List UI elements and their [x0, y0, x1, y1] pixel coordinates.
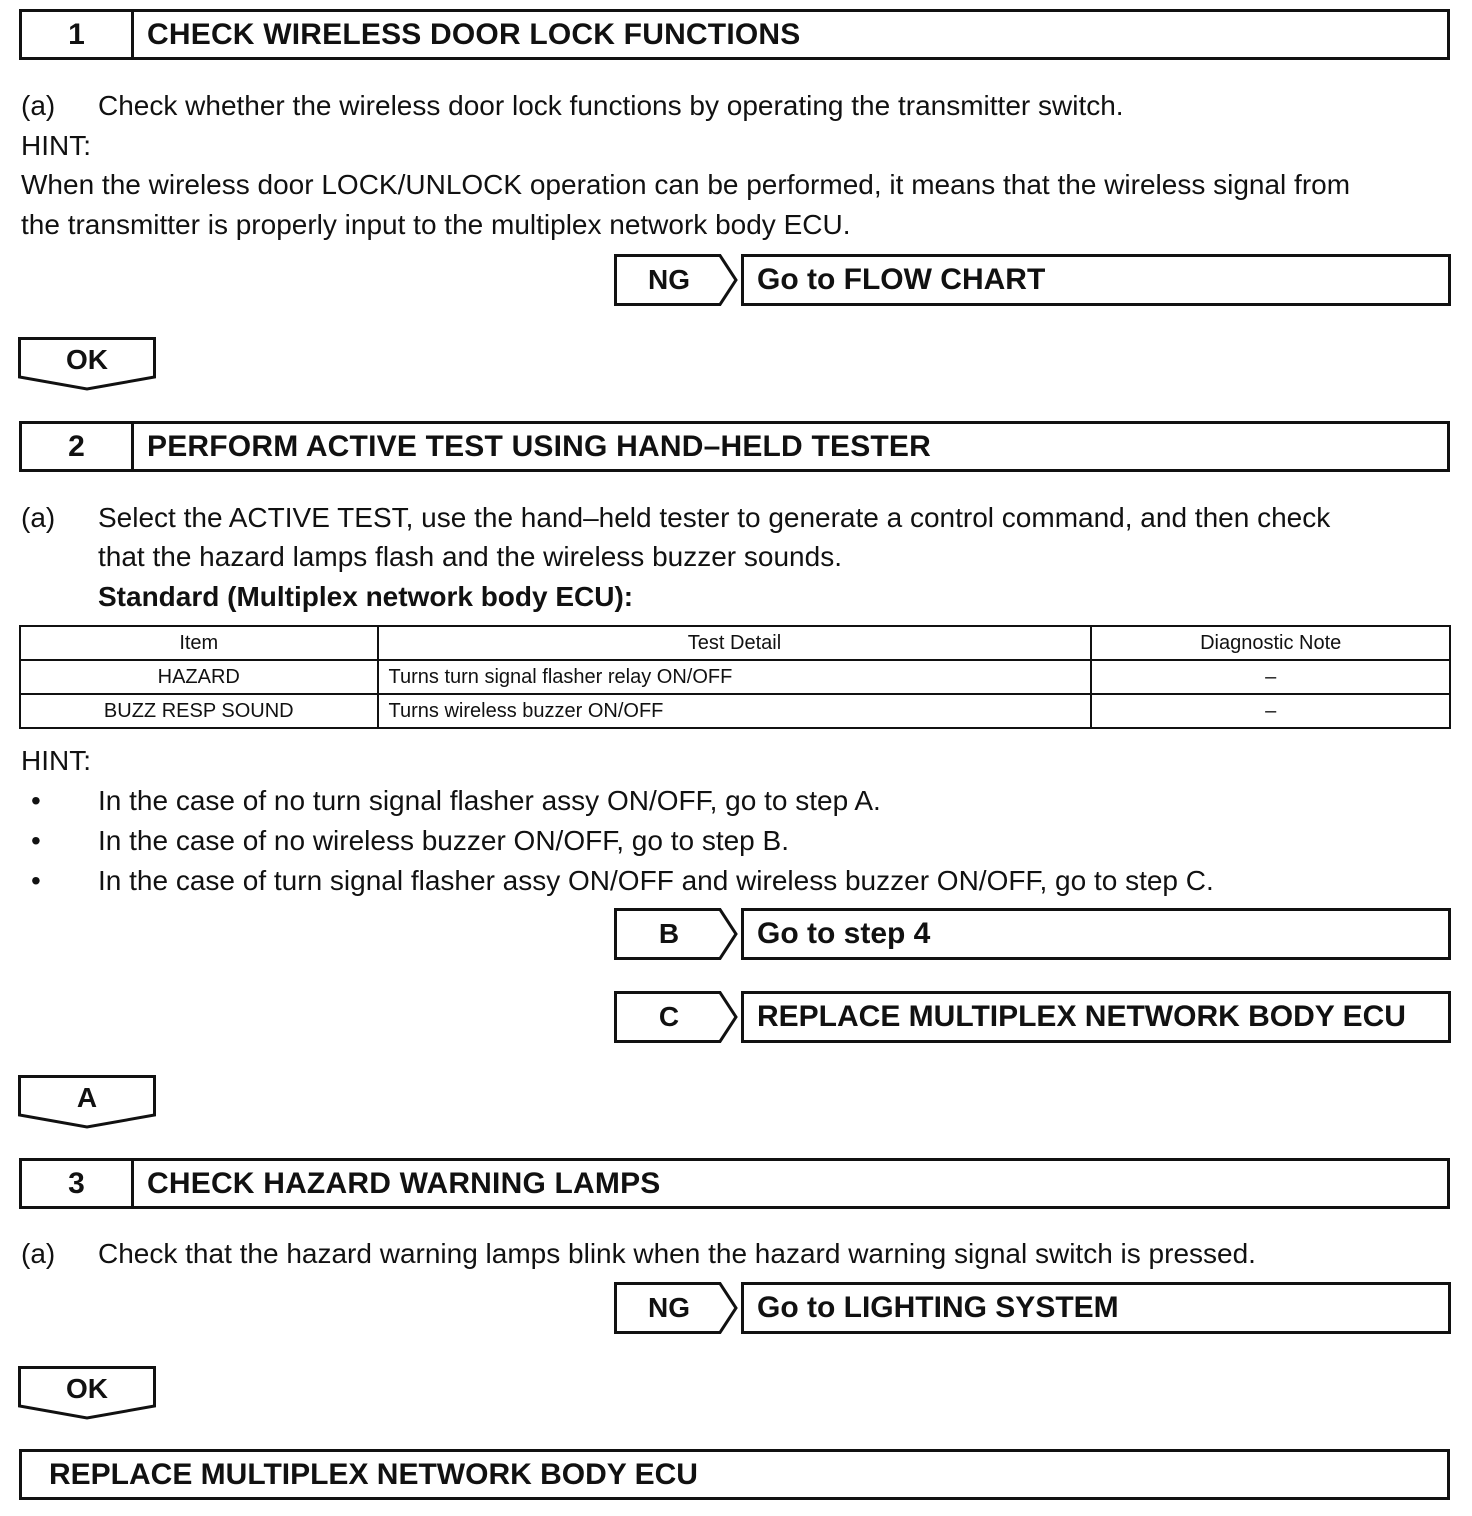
instruction-text: Check that the hazard warning lamps blink when the hazard warning signal switch is pressed.	[98, 1238, 1256, 1269]
table-cell: –	[1091, 660, 1450, 694]
c-branch-tag[interactable]	[614, 991, 738, 1043]
b-destination-box[interactable]: Go to step 4	[741, 908, 1451, 960]
step-title: CHECK WIRELESS DOOR LOCK FUNCTIONS	[147, 17, 801, 51]
tag-label: NG	[648, 1292, 690, 1323]
table-cell: –	[1091, 694, 1450, 728]
step-3-header	[19, 1158, 1450, 1209]
tag-label: C	[658, 1001, 680, 1032]
table-header-row	[20, 626, 1450, 660]
column-header: Item	[20, 626, 378, 660]
bullet-text: In the case of no wireless buzzer ON/OFF, go to step B.	[98, 825, 789, 856]
item-label: (a)	[21, 1238, 56, 1269]
table-cell: Turns turn signal flasher relay ON/OFF	[378, 660, 1092, 694]
bullet-text: In the case of no turn signal flasher assy ON/OFF, go to step A.	[98, 785, 881, 816]
table-cell: Turns wireless buzzer ON/OFF	[378, 694, 1092, 728]
step-number: 2	[22, 424, 134, 469]
table-cell: BUZZ RESP SOUND	[20, 694, 378, 728]
bullet-text: In the case of turn signal flasher assy ON/OFF and wireless buzzer ON/OFF, go to step C.	[98, 865, 1214, 896]
tag-label: OK	[66, 344, 108, 375]
hint-label: HINT:	[21, 130, 91, 161]
item-label: (a)	[21, 502, 56, 533]
step-1-header	[19, 9, 1450, 60]
item-label: (a)	[21, 90, 56, 121]
ng-destination-box[interactable]: Go to FLOW CHART	[741, 254, 1451, 306]
bullet-icon: •	[31, 825, 41, 856]
ng-destination-box[interactable]: Go to LIGHTING SYSTEM	[741, 1282, 1451, 1334]
hint-label: HINT:	[21, 745, 91, 776]
instruction-text: Select the ACTIVE TEST, use the hand–held tester to generate a control command, and then check	[98, 502, 1331, 533]
bullet-icon: •	[31, 865, 41, 896]
table-row	[20, 694, 1450, 728]
final-action-box[interactable]: REPLACE MULTIPLEX NETWORK BODY ECU	[19, 1449, 1450, 1500]
hint-text: the transmitter is properly input to the multiplex network body ECU.	[21, 209, 851, 240]
step-number: 3	[22, 1161, 134, 1206]
step-title: CHECK HAZARD WARNING LAMPS	[147, 1166, 661, 1200]
bullet-icon: •	[31, 785, 41, 816]
ng-branch-tag[interactable]	[614, 1282, 738, 1334]
tag-label: OK	[66, 1373, 108, 1404]
column-header: Diagnostic Note	[1091, 626, 1450, 660]
tag-label: NG	[648, 264, 690, 295]
ok-down-tag[interactable]	[18, 337, 156, 391]
ng-branch-tag[interactable]	[614, 254, 738, 306]
a-down-tag[interactable]	[18, 1075, 156, 1129]
instruction-text: that the hazard lamps flash and the wireless buzzer sounds.	[98, 541, 842, 572]
tag-label: A	[76, 1082, 98, 1113]
hint-text: When the wireless door LOCK/UNLOCK operation can be performed, it means that the wireless signal from	[21, 169, 1351, 200]
step-number: 1	[22, 12, 134, 57]
c-destination-box[interactable]: REPLACE MULTIPLEX NETWORK BODY ECU	[741, 991, 1451, 1043]
ok-down-tag[interactable]	[18, 1366, 156, 1420]
table-cell: HAZARD	[20, 660, 378, 694]
step-title: PERFORM ACTIVE TEST USING HAND–HELD TESTER	[147, 429, 932, 463]
column-header: Test Detail	[378, 626, 1092, 660]
instruction-text: Check whether the wireless door lock functions by operating the transmitter switch.	[98, 90, 1124, 121]
step-2-header	[19, 421, 1450, 472]
table-row	[20, 660, 1450, 694]
b-branch-tag[interactable]	[614, 908, 738, 960]
standard-label: Standard (Multiplex network body ECU):	[98, 581, 634, 612]
tag-label: B	[658, 918, 680, 949]
standard-table	[19, 625, 1451, 729]
